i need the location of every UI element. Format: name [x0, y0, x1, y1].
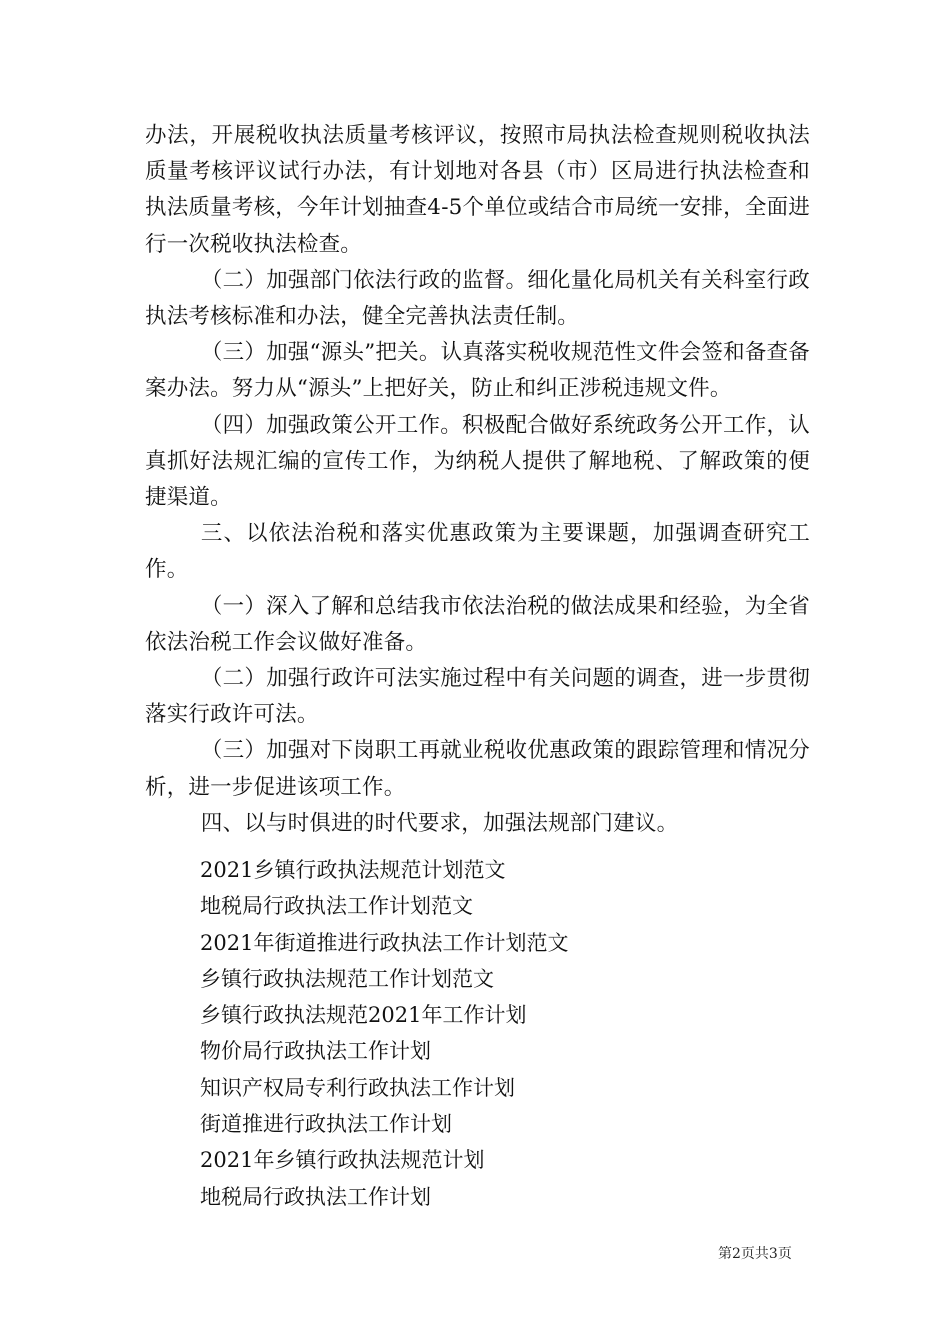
paragraph-6: （一）深入了解和总结我市依法治税的做法成果和经验，为全省依法治税工作会议做好准备。 [145, 593, 810, 655]
paragraph-8: （三）加强对下岗职工再就业税收优惠政策的跟踪管理和情况分析，进一步促进该项工作。 [145, 738, 810, 800]
related-article-link[interactable]: 乡镇行政执法规范2021年工作计划 [200, 1003, 527, 1028]
related-article-link[interactable]: 地税局行政执法工作计划范文 [200, 894, 473, 919]
paragraph-7: （二）加强行政许可法实施过程中有关问题的调查，进一步贯彻落实行政许可法。 [145, 666, 810, 728]
section-heading-4: 四、以与时俱进的时代要求，加强法规部门建议。 [200, 810, 679, 836]
related-articles-list [200, 852, 800, 1215]
section-heading-3: 三、以依法治税和落实优惠政策为主要课题，加强调查研究工作。 [145, 521, 810, 583]
page-number-footer: 第2页共3页 [718, 1246, 792, 1262]
paragraph-4: （四）加强政策公开工作。积极配合做好系统政务公开工作，认真抓好法规汇编的宣传工作，为纳税人提供了解地税、了解政策的便捷渠道。 [145, 412, 810, 511]
related-article-link[interactable]: 知识产权局专利行政执法工作计划 [200, 1075, 515, 1100]
related-article-link[interactable]: 地税局行政执法工作计划 [200, 1184, 431, 1209]
document-body [145, 118, 810, 842]
related-article-link[interactable]: 2021年乡镇行政执法规范计划 [200, 1148, 485, 1173]
related-article-link[interactable]: 街道推进行政执法工作计划 [200, 1112, 452, 1137]
related-article-link[interactable]: 2021乡镇行政执法规范计划范文 [200, 858, 506, 882]
paragraph-2: （二）加强部门依法行政的监督。细化量化局机关有关科室行政执法考核标准和办法，健全完善执法责任制。 [145, 267, 810, 330]
related-article-link[interactable]: 2021年街道推进行政执法工作计划范文 [200, 930, 569, 955]
paragraph-3: （三）加强“源头”把关。认真落实税收规范性文件会签和备查备案办法。努力从“源头”上把好关，防止和纠正涉税违规文件。 [145, 340, 810, 402]
paragraph-1: 办法，开展税收执法质量考核评议，按照市局执法检查规则税收执法质量考核评议试行办法，有计划地对各县（市）区局进行执法检查和执法质量考核，今年计划抽查4-5个单位或结合市局统一安排，全面进行一次税收执法检查。 [145, 123, 810, 257]
related-article-link[interactable]: 物价局行政执法工作计划 [200, 1039, 431, 1064]
related-article-link[interactable]: 乡镇行政执法规范工作计划范文 [200, 966, 494, 991]
